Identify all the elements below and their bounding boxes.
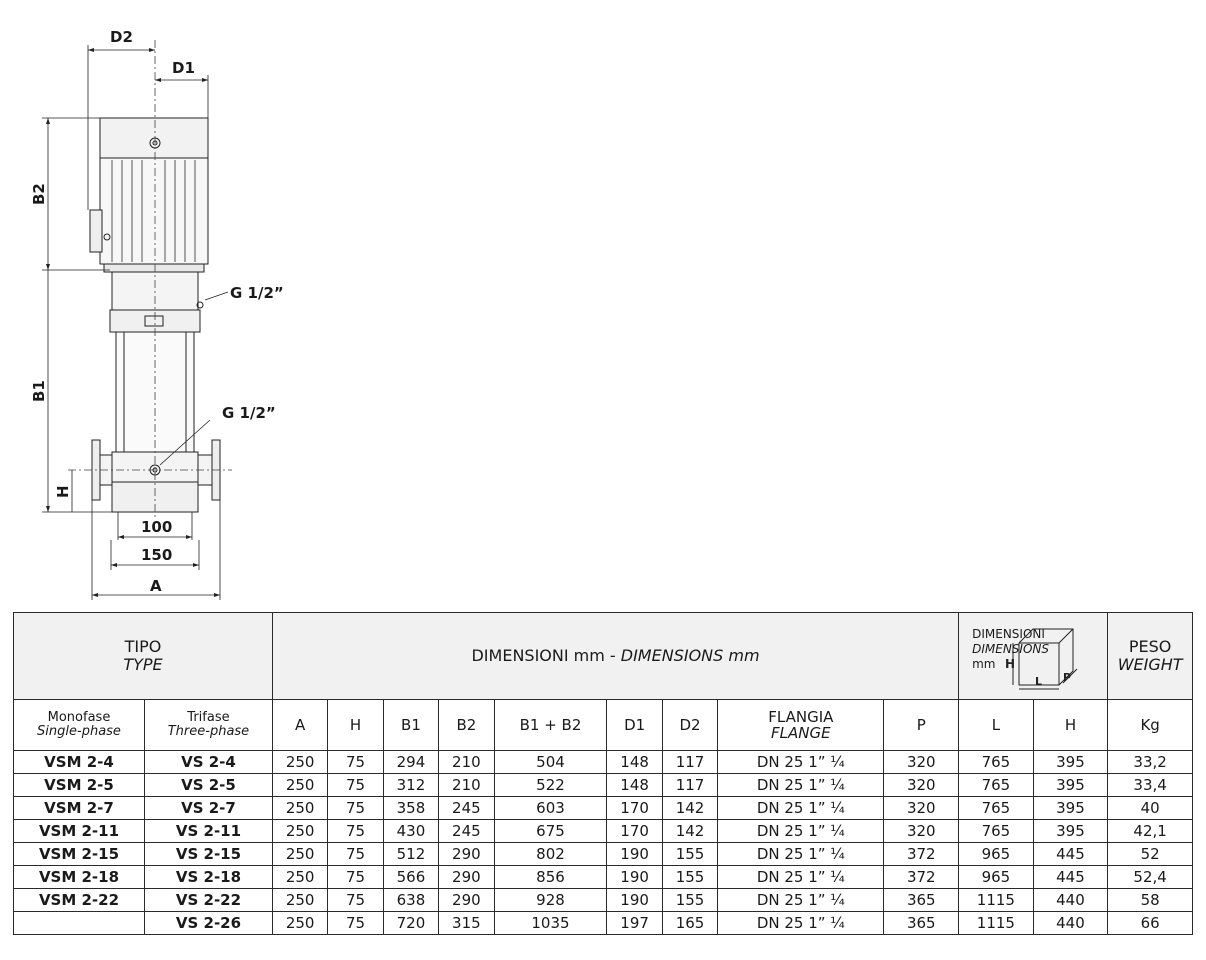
val-d2: 142: [662, 820, 717, 843]
val-d1: 190: [607, 866, 662, 889]
val-h-pack: 395: [1033, 774, 1108, 797]
val-l: 765: [959, 774, 1034, 797]
val-b1-b2: 802: [494, 843, 607, 866]
val-kg: 66: [1108, 912, 1193, 935]
model-three-phase: VS 2-5: [144, 774, 272, 797]
val-b1-b2: 856: [494, 866, 607, 889]
header-type: [14, 613, 273, 700]
model-three-phase: VS 2-22: [144, 889, 272, 912]
val-b1-b2: 504: [494, 751, 607, 774]
table-row: [14, 774, 1193, 797]
val-b1: 566: [383, 866, 438, 889]
val-l: 965: [959, 843, 1034, 866]
col-kg: Kg: [1108, 700, 1193, 751]
val-p: 365: [884, 912, 959, 935]
pack-dimensioni: DIMENSIONI: [972, 627, 1045, 641]
val-kg: 52: [1108, 843, 1193, 866]
col-p: P: [884, 700, 959, 751]
model-single-phase: VSM 2-7: [14, 797, 145, 820]
col-flange: [718, 700, 884, 751]
val-b1: 720: [383, 912, 438, 935]
val-h-pack: 440: [1033, 889, 1108, 912]
val-a: 250: [272, 820, 327, 843]
model-single-phase: VSM 2-11: [14, 820, 145, 843]
val-d1: 170: [607, 797, 662, 820]
dimensions-table: [13, 612, 1193, 935]
label-b1: B1: [30, 380, 48, 402]
val-l: 765: [959, 751, 1034, 774]
val-h-pack: 395: [1033, 797, 1108, 820]
pack-dimensions: DIMENSIONS: [972, 642, 1049, 656]
table-row: [14, 751, 1193, 774]
val-flange: DN 25 1” ¼: [718, 820, 884, 843]
col-b1: B1: [383, 700, 438, 751]
val-b1: 512: [383, 843, 438, 866]
val-flange: DN 25 1” ¼: [718, 797, 884, 820]
sub-trifase: Trifase: [187, 709, 230, 725]
val-h: 75: [328, 751, 383, 774]
sub-monofase: Monofase: [47, 709, 111, 725]
val-a: 250: [272, 797, 327, 820]
table-row: [14, 912, 1193, 935]
val-flange: DN 25 1” ¼: [718, 889, 884, 912]
pack-mm: mm: [972, 657, 996, 671]
model-three-phase: VS 2-18: [144, 866, 272, 889]
subheader-single-phase: [14, 700, 145, 751]
val-b1-b2: 928: [494, 889, 607, 912]
val-b1: 430: [383, 820, 438, 843]
val-d2: 155: [662, 843, 717, 866]
col-l: L: [959, 700, 1034, 751]
val-h-pack: 440: [1033, 912, 1108, 935]
val-p: 372: [884, 866, 959, 889]
model-single-phase: [14, 912, 145, 935]
header-weight: [1108, 613, 1193, 700]
table-row: [14, 820, 1193, 843]
model-three-phase: VS 2-7: [144, 797, 272, 820]
val-d2: 155: [662, 889, 717, 912]
val-p: 320: [884, 774, 959, 797]
sub-three-phase: Three-phase: [167, 724, 250, 739]
header-tipo: TIPO: [124, 637, 162, 657]
model-single-phase: VSM 2-5: [14, 774, 145, 797]
val-h-pack: 445: [1033, 866, 1108, 889]
val-h: 75: [328, 889, 383, 912]
col-d2: D2: [662, 700, 717, 751]
header-dimensions-en: DIMENSIONS mm: [620, 646, 760, 666]
val-l: 965: [959, 866, 1034, 889]
val-flange: DN 25 1” ¼: [718, 866, 884, 889]
val-p: 320: [884, 751, 959, 774]
val-flange: DN 25 1” ¼: [718, 912, 884, 935]
terminal-box: [90, 210, 102, 252]
label-a: A: [150, 577, 162, 595]
model-single-phase: VSM 2-15: [14, 843, 145, 866]
val-h-pack: 445: [1033, 843, 1108, 866]
val-d1: 190: [607, 843, 662, 866]
header-peso: PESO: [1128, 637, 1172, 657]
val-l: 765: [959, 820, 1034, 843]
col-b2: B2: [439, 700, 494, 751]
label-d2: D2: [110, 28, 133, 46]
val-a: 250: [272, 751, 327, 774]
val-b2: 210: [439, 751, 494, 774]
val-h-pack: 395: [1033, 751, 1108, 774]
model-three-phase: VS 2-15: [144, 843, 272, 866]
sub-flangia: FLANGIA: [768, 707, 834, 726]
val-p: 372: [884, 843, 959, 866]
label-100: 100: [141, 518, 173, 536]
val-a: 250: [272, 912, 327, 935]
val-b2: 290: [439, 866, 494, 889]
val-d1: 148: [607, 774, 662, 797]
val-b1: 312: [383, 774, 438, 797]
val-d1: 170: [607, 820, 662, 843]
val-b1-b2: 522: [494, 774, 607, 797]
val-b2: 290: [439, 843, 494, 866]
val-kg: 58: [1108, 889, 1193, 912]
table-row: [14, 866, 1193, 889]
box-dimensions-icon: [997, 623, 1087, 691]
table-row: [14, 889, 1193, 912]
col-d1: D1: [607, 700, 662, 751]
val-b1: 294: [383, 751, 438, 774]
val-b1: 358: [383, 797, 438, 820]
val-b1-b2: 1035: [494, 912, 607, 935]
header-type-en: TYPE: [123, 655, 163, 674]
label-g-bottom: G 1/2”: [222, 404, 276, 422]
header-packaging: [959, 613, 1108, 700]
val-flange: DN 25 1” ¼: [718, 843, 884, 866]
sub-flange: FLANGE: [771, 724, 831, 742]
header-weight-en: WEIGHT: [1117, 655, 1183, 674]
val-b2: 290: [439, 889, 494, 912]
val-a: 250: [272, 774, 327, 797]
motor-body: [100, 158, 208, 264]
model-three-phase: VS 2-26: [144, 912, 272, 935]
val-d1: 190: [607, 889, 662, 912]
val-d2: 117: [662, 774, 717, 797]
val-kg: 42,1: [1108, 820, 1193, 843]
col-h: H: [328, 700, 383, 751]
sub-single-phase: Single-phase: [37, 724, 121, 739]
val-kg: 40: [1108, 797, 1193, 820]
val-l: 1115: [959, 912, 1034, 935]
val-a: 250: [272, 843, 327, 866]
model-single-phase: VSM 2-4: [14, 751, 145, 774]
header-dimensioni: DIMENSIONI mm -: [471, 646, 621, 666]
icon-label-p: P: [1063, 671, 1072, 684]
val-p: 365: [884, 889, 959, 912]
val-h-pack: 395: [1033, 820, 1108, 843]
val-b1-b2: 603: [494, 797, 607, 820]
model-single-phase: VSM 2-18: [14, 866, 145, 889]
val-h: 75: [328, 820, 383, 843]
val-b2: 245: [439, 797, 494, 820]
val-d2: 117: [662, 751, 717, 774]
col-a: A: [272, 700, 327, 751]
label-g-top: G 1/2”: [230, 284, 284, 302]
val-h: 75: [328, 797, 383, 820]
val-kg: 52,4: [1108, 866, 1193, 889]
header-dimensions: [272, 613, 958, 700]
val-d1: 148: [607, 751, 662, 774]
val-b2: 315: [439, 912, 494, 935]
val-b1-b2: 675: [494, 820, 607, 843]
val-p: 320: [884, 820, 959, 843]
val-flange: DN 25 1” ¼: [718, 774, 884, 797]
label-150: 150: [141, 546, 173, 564]
table-row: [14, 843, 1193, 866]
val-b2: 210: [439, 774, 494, 797]
model-three-phase: VS 2-11: [144, 820, 272, 843]
val-a: 250: [272, 866, 327, 889]
model-single-phase: VSM 2-22: [14, 889, 145, 912]
pump-dimension-drawing: [0, 0, 320, 605]
val-flange: DN 25 1” ¼: [718, 751, 884, 774]
val-h: 75: [328, 774, 383, 797]
val-a: 250: [272, 889, 327, 912]
label-h: H: [54, 485, 72, 498]
label-d1: D1: [172, 59, 195, 77]
table-row: [14, 797, 1193, 820]
val-kg: 33,4: [1108, 774, 1193, 797]
col-h-pack: H: [1033, 700, 1108, 751]
val-p: 320: [884, 797, 959, 820]
val-h: 75: [328, 912, 383, 935]
label-b2: B2: [30, 183, 48, 205]
val-b2: 245: [439, 820, 494, 843]
val-d2: 155: [662, 866, 717, 889]
val-l: 765: [959, 797, 1034, 820]
col-b1-b2: B1 + B2: [494, 700, 607, 751]
subheader-three-phase: [144, 700, 272, 751]
model-three-phase: VS 2-4: [144, 751, 272, 774]
val-b1: 638: [383, 889, 438, 912]
icon-label-l: L: [1035, 675, 1043, 688]
val-h: 75: [328, 866, 383, 889]
val-l: 1115: [959, 889, 1034, 912]
val-d2: 165: [662, 912, 717, 935]
val-kg: 33,2: [1108, 751, 1193, 774]
table-body: [14, 751, 1193, 935]
icon-label-h: H: [1005, 657, 1016, 671]
val-h: 75: [328, 843, 383, 866]
val-d2: 142: [662, 797, 717, 820]
val-d1: 197: [607, 912, 662, 935]
